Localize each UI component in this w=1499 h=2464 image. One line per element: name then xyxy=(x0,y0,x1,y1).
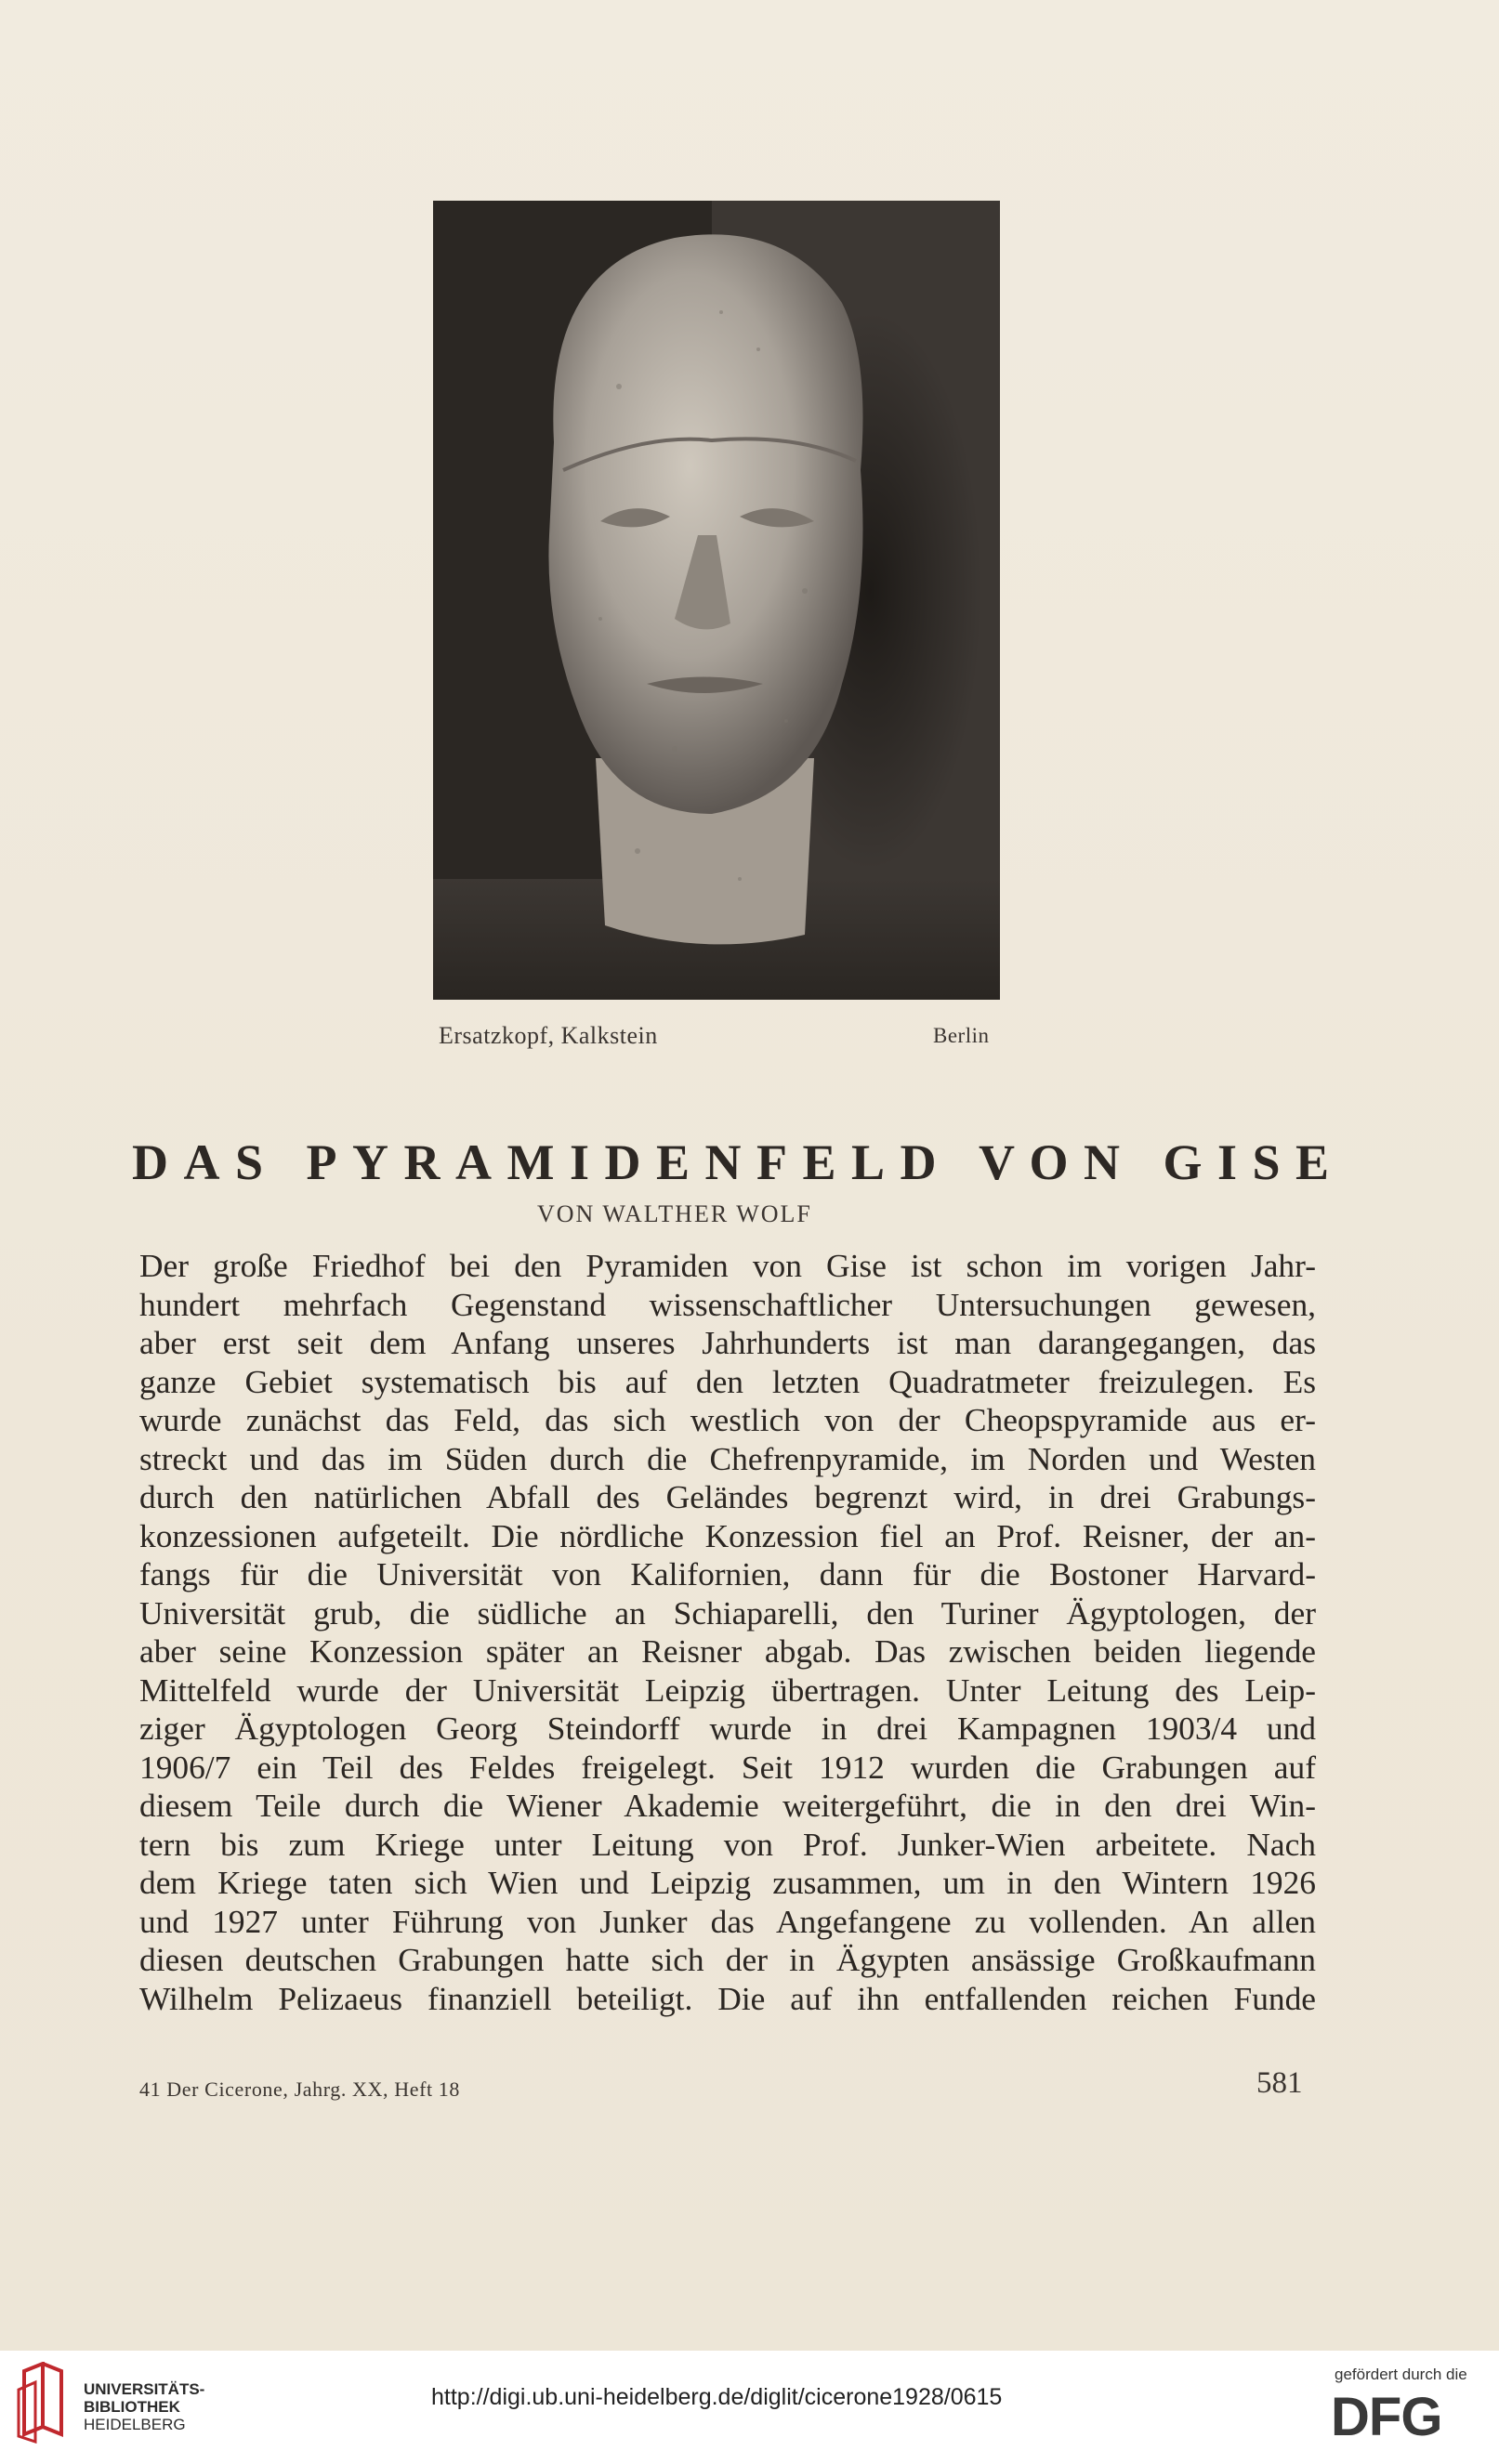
text-line: und 1927 unter Führung von Junker das Angefangene zu vollenden. An allen xyxy=(139,1902,1316,1940)
text-line: diesem Teile durch die Wiener Akademie weitergeführt, die in den drei Win- xyxy=(139,1787,1316,1824)
article-author: VON WALTHER WOLF xyxy=(537,1200,812,1227)
permalink-url[interactable]: http://digi.ub.uni-heidelberg.de/diglit/cicerone1928/0615 xyxy=(431,2384,1003,2410)
figure-caption: Ersatzkopf, Kalkstein xyxy=(439,1022,658,1049)
text-line: Der große Friedhof bei den Pyramiden von Gise ist schon im vorigen Jahr- xyxy=(139,1247,1316,1284)
text-line: Mittelfeld wurde der Universität Leipzig übertragen. Unter Leitung des Leip- xyxy=(139,1671,1316,1709)
library-name-line3: HEIDELBERG xyxy=(84,2416,186,2433)
journal-footer: 41 Der Cicerone, Jahrg. XX, Heft 18 xyxy=(139,2077,461,2101)
page-number: 581 xyxy=(1256,2066,1303,2100)
text-line: hundert mehrfach Gegenstand wissenschaftlicher Untersuchungen gewesen, xyxy=(139,1285,1316,1323)
text-line: ganze Gebiet systematisch bis auf den letzten Quadratmeter freizulegen. Es xyxy=(139,1362,1316,1400)
text-line: diesen deutschen Grabungen hatte sich der in Ägypten ansässige Großkaufmann xyxy=(139,1941,1316,1978)
article-body xyxy=(139,1247,1316,2018)
text-line: fangs für die Universität von Kalifornien, dann für die Bostoner Harvard- xyxy=(139,1555,1316,1592)
text-line: tern bis zum Kriege unter Leitung von Prof. Junker-Wien arbeitete. Nach xyxy=(139,1825,1316,1863)
text-line: wurde zunächst das Feld, das sich westlich von der Cheopspyramide aus er- xyxy=(139,1401,1316,1438)
library-logo-icon xyxy=(15,2362,69,2444)
text-line: Wilhelm Pelizaeus finanziell beteiligt. Die auf ihn entfallenden reichen Funde xyxy=(139,1979,1316,2017)
text-line: dem Kriege taten sich Wien und Leipzig zusammen, um in den Wintern 1926 xyxy=(139,1864,1316,1901)
limestone-head-image xyxy=(433,201,1000,1000)
text-line: durch den natürlichen Abfall des Geländes begrenzt wird, in drei Grabungs- xyxy=(139,1478,1316,1515)
sculpture-photo xyxy=(433,201,1000,1000)
text-line: 1906/7 ein Teil des Feldes freigelegt. Seit 1912 wurden die Grabungen auf xyxy=(139,1748,1316,1786)
text-line: aber erst seit dem Anfang unseres Jahrhunderts ist man darangegangen, das xyxy=(139,1324,1316,1361)
figure-location: Berlin xyxy=(933,1024,990,1047)
text-line: Universität grub, die südliche an Schiaparelli, den Turiner Ägyptologen, der xyxy=(139,1593,1316,1632)
text-line: konzessionen aufgeteilt. Die nördliche Konzession fiel an Prof. Reisner, der an- xyxy=(139,1516,1316,1554)
text-line: ziger Ägyptologen Georg Steindorff wurde in drei Kampagnen 1903/4 und xyxy=(139,1710,1316,1747)
library-name-line1: UNIVERSITÄTS- xyxy=(84,2380,205,2398)
dfg-logo-icon: DFG xyxy=(1331,2387,1442,2447)
library-name xyxy=(84,2380,204,2433)
library-name-line2: BIBLIOTHEK xyxy=(84,2398,180,2416)
text-line: aber seine Konzession später an Reisner abgab. Das zwischen beiden liegende xyxy=(139,1632,1316,1670)
article-title: DAS PYRAMIDENFELD VON GISE xyxy=(132,1134,1345,1190)
text-line: streckt und das im Süden durch die Chefrenpyramide, im Norden und Westen xyxy=(139,1439,1316,1477)
sponsor-label: gefördert durch die xyxy=(1335,2366,1467,2383)
